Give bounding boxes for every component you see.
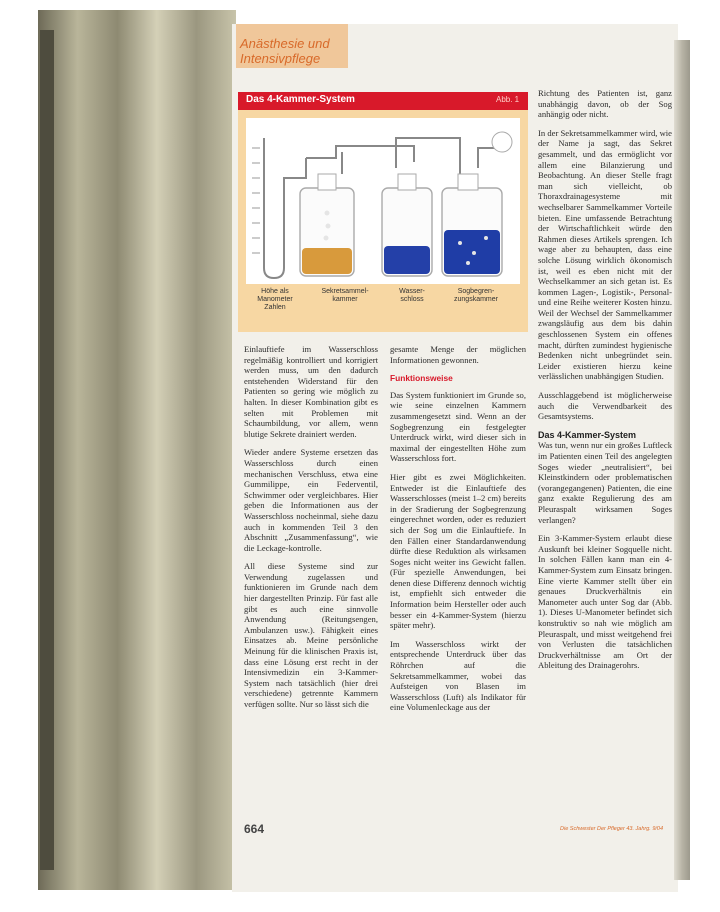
subheading-4-kammer: Das 4-Kammer-System	[538, 429, 637, 440]
paragraph: Einlauftiefe im Wasserschloss regelmäßig kontrolliert und korrigiert werden muss, um den dadurch entstehenden Widerstand für den Patienten so gering wie möglich zu halten. In dieser Kombination gibt es selten mit Problemen mit Schaumbildung, vor allem, wenn blutige Sekrete drainiert werden.	[244, 344, 378, 439]
section-title: Anästhesie und Intensivpflege	[240, 36, 330, 66]
right-page-edge	[674, 40, 690, 880]
four-chamber-diagram	[246, 118, 520, 284]
text-column-1	[244, 344, 378, 718]
water-seal-chamber	[382, 174, 432, 276]
journal-footer: Die Schwester Der Pfleger 43. Jahrg. 9/04	[560, 826, 664, 832]
subheading-funktionsweise: Funktionsweise	[390, 373, 453, 384]
paragraph: Richtung des Patienten ist, ganz unabhängig davon, ob der Sog anhängig oder nicht.	[538, 88, 672, 120]
paragraph: Wieder andere Systeme ersetzen das Wasserschloss durch einen mechanischen Verschluss, etwa eine Gummilippe, ein Federventil, Schwimmer oder vergleichbares. Hier geben die Informationen aus der Wasserschloss nocheinmal, siehe dazu auch in kommenden Teil 3 den Abschnitt „Zusammenfassung“, wie die Leckage-kontrolle.	[244, 447, 378, 553]
caption-sog: Sogbegren-zungskammer	[454, 288, 498, 303]
paragraph: Im Wasserschloss wirkt der entsprechende Unterdruck über das Röhrchen auf die Sekretsammelkammer, wobei das Aufsteigen von Blasen im Wasserschloss (Luft) als Indikator für eine Volumenleckage aus der	[390, 638, 526, 713]
connection-tube-4	[478, 148, 496, 168]
paragraph: In der Sekretsammelkammer wird, wie der Name ja sagt, das Sekret gesammelt, und das ermöglicht vor allem eine Bilanzierung und Beobachtung. An dieser Stelle fragt man sich vielleicht, ob Thoraxdrainagesysteme mit wechselbarer Sammelkammer Vorteile bieten. Eine umfassende Betrachtung der Wirtschaftlichkeit würde den Rahmen dieses Artikels sprengen. Ich wage aber zu behaupten, dass eine solche Lösung wirklich ökonomisch ist, weil es eben nicht mit der Wechselkammer an sich getan ist. Es kommen Lagen-, Logistik-, Personal- und eine Reihe weiterer Kosten hinzu. Weil der Wechsel der Sammelkammer zwangsläufig aus dem bis dahin geschlossenen System ein offenes macht, dürften zumindest hygienische Bedenken nicht unbegründet sein. Leider existieren hierzu keine verlässlichen unabhängigen Studien.	[538, 127, 672, 382]
book-page-edges	[38, 10, 236, 890]
paragraph: Das System funktioniert im Grunde so, wie seine einzelnen Kammern zusammengesetzt sind. Wenn an der Sogbegrenzung ein festgelegter Unterdruck wirkt, wird dieser sich in maximal der eingestellten Höhe zum Wasserschloss fort.	[390, 389, 526, 464]
figure-number: Abb. 1	[496, 95, 520, 104]
text-column-3	[538, 88, 672, 679]
paragraph: Ausschlaggebend ist möglicherweise auch die Verwendbarkeit des Gesamtsystems.	[538, 390, 672, 422]
caption-sekret: Sekretsammel-kammer	[321, 288, 369, 303]
paragraph: gesamte Menge der möglichen Informationen gewonnen.	[390, 344, 526, 365]
manometer-scale	[252, 148, 260, 253]
page-number: 664	[244, 822, 265, 836]
paragraph: Was tun, wenn nur ein großes Luftleck im Patienten einen Teil des angelegten Soges wieder „neutralisiert“, bei Kleinstkindern oder problematischen (vorangegangenen) Patienten, die eine ganz exakte Regulierung des am Pleuraspalt wirksamen Soges verlangen?	[538, 440, 672, 525]
paragraph: Ein 3-Kammer-System erlaubt diese Auskunft bei kleiner Sogquelle nicht. In solchen Fällen kann man ein 4-Kammer-System zum Einsatz bringen. Eine vierte Kammer stellt über ein genaues Druckverhältnis ein Manometer auch unter Sog dar (Abb. 1). Dieses U-Manometer befindet sich konstruktiv so nah wie möglich am Pleuraspalt, und misst weitgehend frei von Verlusten die tatsächlichen Druckverhältnisse am Ort der Ableitung des Drainagerohrs.	[538, 533, 672, 671]
caption-manometer: Höhe als Manometer Zahlen	[257, 288, 293, 311]
connection-tube-3	[396, 138, 460, 176]
connection-tube-1	[306, 146, 414, 162]
paragraph: Hier gibt es zwei Möglichkeiten. Entweder ist die Einlauftiefe des Wasserschlosses (meist 1–2 cm) bereits in der Sradierung der Sogbegrenzung eingerechnet worden, oder es reduziert sich der Sog um die Einlauftiefe. In den Fällen einer Standardanwendung dürfte diese Reduktion als wirksamen Soges nicht weiter ins Gewicht fallen. (Für spezielle Anwendungen, bei denen diese Differenz dennoch wichtig ist, empfiehlt sich entweder die Information beim Hersteller oder auch besser ein 4-Kammer-System (hierzu später mehr).	[390, 471, 526, 631]
figure-title: Das 4-Kammer-System	[246, 94, 355, 105]
book-binding-shadow	[40, 30, 54, 870]
text-column-2	[390, 344, 526, 721]
caption-wasser: Wasser-schloss	[399, 288, 425, 303]
paragraph: All diese Systeme sind zur Verwendung zugelassen und funktionieren im Grunde nach dem hier dargestellten Prinzip. Für fast alle gibt es auch eine sinnvolle Anwendung (Reitungsengen, Ambulanzen usw.). Fähigkeit eines Einsatzes ab. Meine persönliche Meinung für die klinischen Praxis ist, dass eine Lösung erst recht in der Intensivmedizin ein 3-Kammer-System nach tatsächlich (hier drei verschiedene) getrennte Kammern verfügen sollte. Nur so lässt sich die	[244, 561, 378, 709]
